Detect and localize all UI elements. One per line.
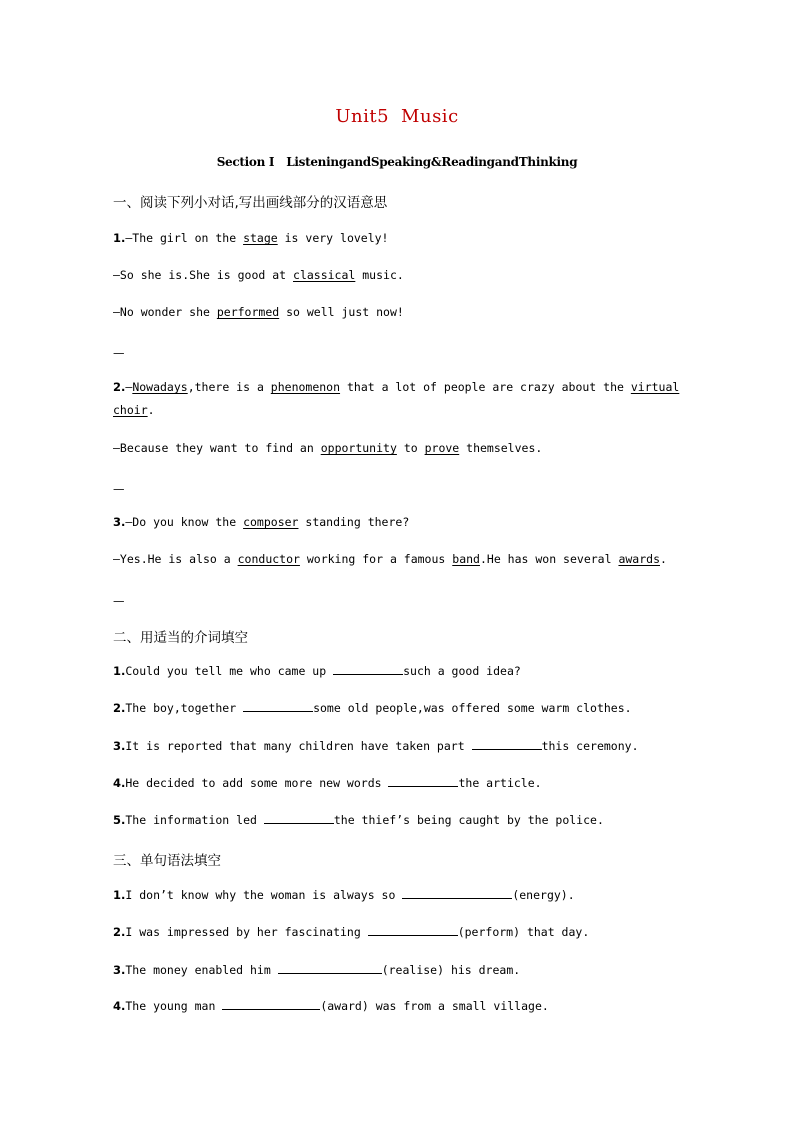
- part3-item-2: 2.I was impressed by her fascinating (perform) that day.: [113, 925, 590, 939]
- fill-blank[interactable]: [243, 699, 313, 712]
- part3-heading: 三、单句语法填空: [113, 853, 221, 869]
- section-name: ListeningandSpeaking&ReadingandThinking: [286, 155, 578, 169]
- q1-line-b: —So she is.She is good at classical music.: [113, 268, 404, 282]
- underlined-word: phenomenon: [270, 380, 341, 394]
- underlined-word: prove: [424, 441, 460, 455]
- q2-line-a: 2.—Nowadays,there is a phenomenon that a lot of people are crazy about the virtual choir.: [113, 380, 680, 417]
- part2-item-1: 1.Could you tell me who came up such a good idea?: [113, 664, 521, 678]
- section-label: Section Ⅰ: [216, 155, 275, 169]
- fill-blank[interactable]: [278, 961, 382, 974]
- part2-item-5: 5.The information led the thief’s being caught by the police.: [113, 813, 604, 827]
- underlined-word: Nowadays: [132, 380, 188, 394]
- unit-label: Unit5: [335, 106, 390, 127]
- underlined-word: conductor: [237, 552, 300, 566]
- q1-line-a: 1.—The girl on the stage is very lovely!: [113, 231, 389, 245]
- part3-item-4: 4.The young man (award) was from a small village.: [113, 999, 549, 1013]
- underlined-word: band: [452, 552, 480, 566]
- q1-answer-line[interactable]: —: [113, 346, 125, 360]
- fill-blank[interactable]: [402, 886, 512, 899]
- unit-topic: Music: [401, 106, 459, 127]
- q3-line-b: —Yes.He is also a conductor working for a famous band.He has won several awards.: [113, 552, 667, 566]
- page-title: [0, 106, 794, 127]
- underlined-word: stage: [243, 231, 278, 245]
- underlined-word: classical: [293, 268, 356, 282]
- q3-answer-line[interactable]: —: [113, 594, 125, 608]
- q3-line-a: 3.—Do you know the composer standing there?: [113, 515, 410, 529]
- part2-item-2: 2.The boy,together some old people,was offered some warm clothes.: [113, 701, 632, 715]
- underlined-word: virtual choir: [113, 380, 680, 417]
- fill-blank[interactable]: [388, 774, 458, 787]
- part3-item-3: 3.The money enabled him (realise) his dream.: [113, 963, 521, 977]
- q2-line-b: —Because they want to find an opportunity to prove themselves.: [113, 441, 543, 455]
- section-subtitle: [0, 155, 794, 169]
- underlined-word: awards: [618, 552, 660, 566]
- part3-item-1: 1.I don’t know why the woman is always so (energy).: [113, 888, 575, 902]
- underlined-word: composer: [243, 515, 299, 529]
- fill-blank[interactable]: [333, 662, 403, 675]
- q2-answer-line[interactable]: —: [113, 482, 125, 496]
- q1-line-c: —No wonder she performed so well just now!: [113, 305, 404, 319]
- fill-blank[interactable]: [368, 923, 458, 936]
- part2-item-4: 4.He decided to add some more new words the article.: [113, 776, 542, 790]
- fill-blank[interactable]: [222, 997, 320, 1010]
- part2-heading: 二、用适当的介词填空: [113, 630, 248, 646]
- fill-blank[interactable]: [472, 737, 542, 750]
- fill-blank[interactable]: [264, 811, 334, 824]
- part1-heading: 一、阅读下列小对话,写出画线部分的汉语意思: [113, 195, 388, 211]
- underlined-word: opportunity: [320, 441, 397, 455]
- underlined-word: performed: [216, 305, 280, 319]
- part2-item-3: 3.It is reported that many children have taken part this ceremony.: [113, 739, 639, 753]
